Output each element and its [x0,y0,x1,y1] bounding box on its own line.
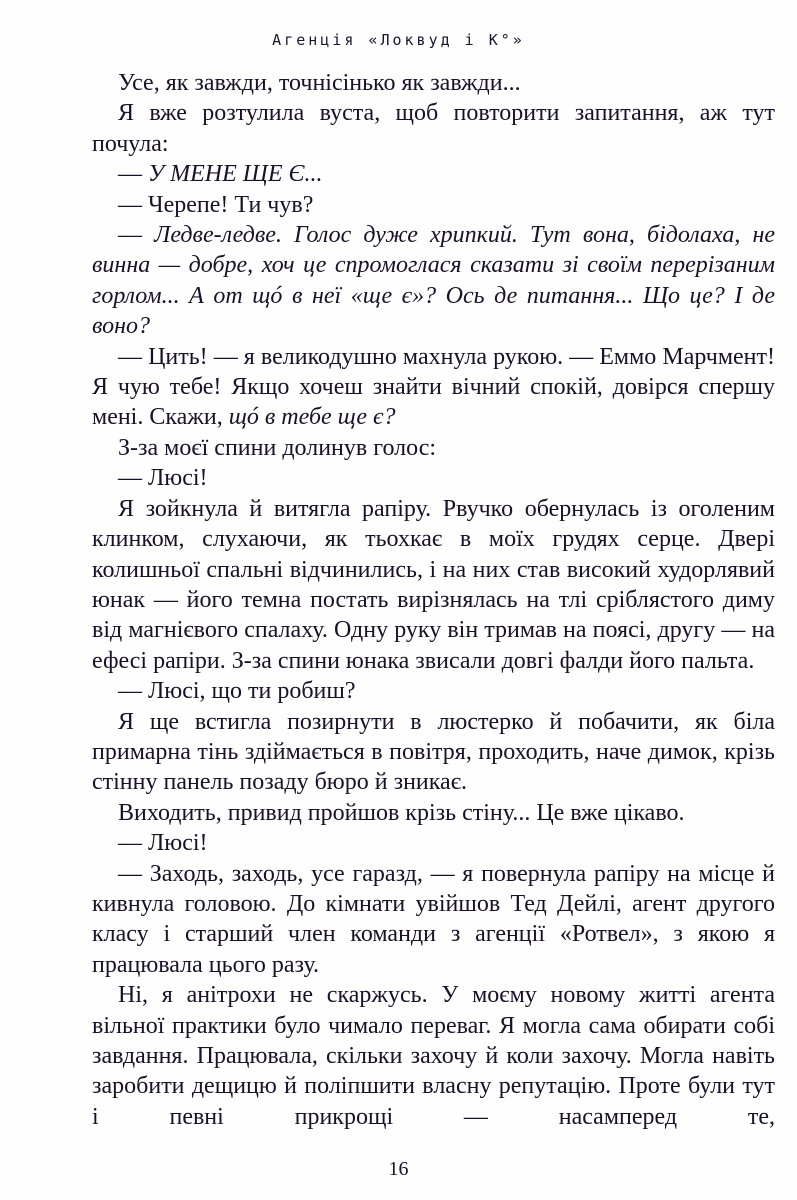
paragraph: Я вже розтулила вуста, щоб повторити запитання, аж тут почула: [92,100,775,157]
paragraph: — Заходь, заходь, усе гаразд, — я повернула рапіру на місце й кивнула головою. До кімнати увійшов Тед Дейлі, агент другого класу і старший член команди з агенції «Ротвел», з якою я працювала цього разу. [92,860,775,978]
paragraph: Я зойкнула й витягла рапіру. Рвучко обернулась із оголеним клинком, слухаючи, як тьохкає в моїх грудях серце. Двері колишньої спальні відчинились, і на них став високий худорлявий юнак — його темна постать вирізнялась на тлі сріблястого диму від магнієвого спалаху. Одну руку він тримав на поясі, другу — на ефесі рапіри. З-за спини юнака звисали довгі фалди його пальта. [92,495,775,674]
running-head-title: Агенція «Локвуд і К°» [272,31,525,49]
paragraph: З-за моєї спини долинув голос: [118,434,437,461]
paragraph: Виходить, привид пройшов крізь стіну... Це вже цікаво. [118,799,685,826]
paragraph: — Люсі, що ти робиш? [118,678,356,705]
paragraph: Ні, я анітрохи не скаржусь. У моєму новому житті агента вільної практики було чимало переваг. Я могла сама обирати собі завдання. Працювала, скільки захочу й коли захочу. Могла навіть заробити дещицю й поліпшити власну репутацію. Проте були тут і певні прикрощі — насамперед те, [92,982,775,1130]
paragraph: Я ще встигла позирнути в люстерко й побачити, як біла примарна тінь здіймається в повітря, проходить, наче димок, крізь стінну панель позаду бюро й зникає. [92,708,775,796]
paragraph: — Черепе! Ти чув? [118,191,314,218]
paragraph: — Ледве-ледве. Голос дуже хрипкий. Тут вона, бідолаха, не винна — добре, хоч це спромоглася сказати зі своїм перерізаним горлом... А от щó в неї «ще є»? Ось де питання... Що це? І де воно? [92,222,775,340]
paragraph: — Цить! — я великодушно махнула рукою. — Еммо Марчмент! Я чую тебе! Якщо хочеш знайти вічний спокій, довірся спершу мені. Скажи, щó в тебе ще є? [92,343,775,431]
body-text [92,68,775,1132]
paragraph: Усе, як завжди, точнісінько як завжди... [118,70,521,96]
paragraph: — Люсі! [118,465,208,492]
paragraph: — Люсі! [118,830,208,857]
page-number: 16 [388,1158,409,1180]
paragraph: — У МЕНЕ ЩЕ Є... [118,161,323,188]
